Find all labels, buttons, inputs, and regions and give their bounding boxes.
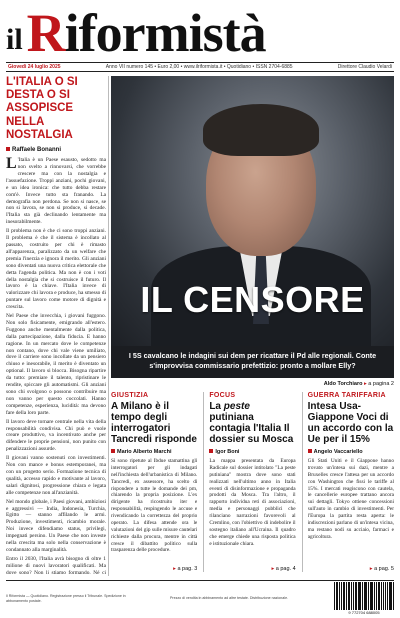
barcode-bars	[334, 582, 394, 610]
article-body: Sì sono ripetute al Ibdue stamattina gli interrogatori per gli indagati nell'inchiesta dell'urbanistica di Milano. Tancredi, ex assessore, ha scelto di rispondere a tutte le domande dei pm, chiarendo la propria posizione. L'ex dirigente ha ricostruito iter e responsabilità, respingendo le accuse e rivendicando la correttezza del proprio operato. La difesa attende ora le valutazioni del gip sulle misure cautelari richieste dalla procura, mentre in città cresce il dibattito politico sulla trasparenza delle procedure.	[111, 458, 198, 554]
barcode-bar	[362, 582, 363, 610]
barcode-bar	[383, 582, 385, 610]
barcode-bar	[387, 582, 388, 610]
barcode-bar	[374, 582, 375, 610]
left-paragraph: Il giovani vanno sostenuti con investimenti. Non con mance e bonus estemporanei, ma con un progetto serio. Formazione tecnica di qualità, accesso rapido e motivante al lavoro, salari dignitosi, progressione chiara e legata alle competenze non all'anzianità.	[6, 455, 106, 496]
article-guerra-tariffaria	[302, 392, 394, 572]
article-author: Angelo Vaccariello	[308, 449, 394, 455]
footer-smallprint: Il Riformista — Quotidiano. Registrazione presso il Tribunale. Spedizione in abbonamento postale.	[6, 593, 126, 603]
article-page-ref[interactable]: ▸ a pag. 5	[369, 566, 394, 572]
barcode-bar	[393, 582, 394, 610]
article-page-ref[interactable]: ▸ a pag. 4	[271, 566, 296, 572]
arrow-right-icon: ▸	[271, 566, 276, 572]
barcode-bar	[346, 582, 347, 610]
article-kicker: FOCUS	[209, 392, 236, 399]
issue-date: Giovedì 24 luglio 2025	[8, 64, 61, 70]
barcode-bar	[370, 582, 373, 610]
article-kicker: GIUSTIZIA	[111, 392, 149, 399]
issue-info: Anno VII numero 145 • Euro 2,00 • www.ilriformista.it • Quotidiano • ISSN 2704-6885	[105, 64, 293, 70]
dropcap: L	[6, 155, 17, 173]
barcode-bar	[389, 582, 392, 610]
barcode-number: 9 772704 688005	[348, 610, 380, 615]
barcode-bar	[341, 582, 342, 610]
footer-smallprint-right: Prezzo di vendita in abbinamento ad altre testate. Distribuzione nazionale.	[170, 596, 289, 601]
barcode-bar	[368, 582, 369, 610]
main-headline[interactable]: IL CENSORE	[140, 279, 365, 320]
article-body: La mappa presentata da Europa Radicale sul dossier intitolato "La peste putiniana" mostra dove sono stati realizzati nell'ultimo anno in Italia eventi di disinformazione e propaganda prodotti da Mosca. Tra l'altro, il rapporto individua reti di associazioni, media e personaggi pubblici che rilanciano narrazioni favorevoli al Cremlino, con l'obiettivo di indebolire il sostegno italiano all'Ucraina. Il quadro che emerge chiede una risposta politica e istituzionale chiara.	[209, 458, 296, 547]
arrow-right-icon: ▸	[364, 381, 367, 387]
barcode-bar	[351, 582, 352, 610]
left-byline: Raffaele Bonanni	[6, 147, 106, 153]
bullet-square-icon	[111, 449, 115, 453]
article-kicker: GUERRA TARIFFARIA	[307, 392, 386, 399]
article-body: Gli Stati Uniti e il Giappone hanno trovato un'intesa sui dazi, mentre a Bruxelles cresce l'attesa per un accordo con Washington che fissi le tariffe al 15%. I mercati reagiscono con cautela, le cancellerie europee trattano ancora sui dettagli. Tokyo ottiene concessioni sull'auto in cambio di investimenti. Per l'Europa la partita resta aperta: le indiscrezioni parlano di un'intesa vicina, ma restano nodi su acciaio, farmaci e agricoltura.	[307, 458, 394, 540]
left-paragraph: Il lavoro deve tornare centrale nella vita della responsabilità condivisa. Chi può e vuole creare produttivo, va incentivato anche per difendere le proprie pensioni, non punito con penalizzazioni assurde.	[6, 418, 106, 453]
left-paragraph: Nel Paese che invecchia, i giovani fuggono. Non solo fisicamente, emigrando all'estero. Fuggono anche mentalmente dalla politica, dalla partecipazione, dalla fiducia. E hanno ragione. In un mercato dove le competenze non contano, dove chi vale viene umiliato, dove il carriere sono incollate da un pensiero chiuso e inesorabile, il merito è diventato un optional. Il lavoro si blocca. Bisogna ripartire da tutto: premiare il talento, ripristinare le rendite, spiccare gli automatismi. Gli anziani sono chi svolgono o possono contribuire ma non vanno per questo coccolati. Hanno competenze, esperienza, lucidità: ma devono fare della loro parte.	[6, 313, 106, 416]
barcode-bar	[348, 582, 350, 610]
main-signature	[260, 381, 394, 387]
barcode-bar	[343, 582, 346, 610]
director: Direttore Claudio Velardi	[337, 64, 392, 70]
article-page-ref[interactable]: ▸ a pag. 3	[173, 566, 198, 572]
barcode-bar	[381, 582, 382, 610]
main-page-ref[interactable]: a pagina 2	[368, 381, 394, 387]
masthead-prefix: il	[6, 23, 23, 56]
barcode-bar	[378, 582, 380, 610]
barcode-bar	[355, 582, 357, 610]
left-paragraph: Nel mondo globale, i Paesi giovani, ambiziosi e aggressivi — India, Indonesia, Turchia, Egitto — stanno affilando le armi. Produzione, investimenti, ricambio morale. Noi invece difendiamo status, privilegi, impegnati persino. Un Paese che non investe nella crescita ma solo nella conservazione è condannato alla marginalità.	[6, 498, 106, 553]
left-paragraph: L 'Italia è un Paese esausto, sedotto ma non svelto a rinnovarsi, che vorrebbe crescere ma con la nostalgia e l'assuefazione. Troppi anziani, pochi giovani, e un idea ironica: che tutto debba restare com'è. Invece tutto sta franando. La demografia non perdona. Se non si nasce, se non si lavora, se non si produce, si decade. I'Italia sta già declinando lentamente ma inesorabilmente.	[6, 155, 106, 226]
barcode-bar	[339, 582, 340, 610]
arrow-right-icon: ▸	[173, 566, 178, 572]
left-paragraph: Entro il 2030, l'Italia avrà bisogno di oltre 1 milione di nuovi lavoratori qualificati. Ma dove sono? Non li stiamo formando. Né ci	[6, 555, 106, 576]
barcode-bar	[334, 582, 335, 610]
barcode-bar	[336, 582, 338, 610]
bullet-square-icon	[6, 147, 10, 151]
main-subhead: I 5S cavalcano le indagini sui dem per ricattare il Pd alle regionali. Conte s'improvvisa commissario prefettizio: pronto a mollare Elly?	[111, 346, 394, 378]
masthead-logo: Riformistà	[26, 3, 266, 63]
barcode-bar	[358, 582, 361, 610]
left-column	[6, 76, 106, 576]
column-divider	[108, 76, 109, 576]
article-author: Igor Boni	[209, 449, 295, 455]
barcode-bar	[365, 582, 367, 610]
footer	[6, 580, 394, 614]
barcode-bar	[364, 582, 365, 610]
barcode-bar	[385, 582, 386, 610]
article-giustizia	[111, 392, 197, 572]
bottom-articles	[111, 392, 394, 572]
bullet-square-icon	[209, 449, 213, 453]
arrow-right-icon: ▸	[369, 566, 375, 572]
masthead	[6, 3, 394, 63]
left-headline[interactable]: L'ITALIA O SI DESTA O SI ASSOPISCE NELLA NOSTALGIA	[6, 76, 78, 141]
main-author: Aldo Torchiaro	[323, 381, 363, 387]
article-title[interactable]: Intesa Usa-Giappone Voci di un accordo con la Ue per il 15%	[307, 401, 394, 445]
left-article-body	[6, 157, 106, 576]
article-author: Mario Alberto Marchi	[111, 449, 197, 455]
barcode	[334, 582, 394, 615]
article-focus	[203, 392, 295, 572]
article-title[interactable]: La peste putiniana contagia l'Italia Il dossier su Mosca	[209, 401, 294, 445]
bullet-square-icon	[308, 449, 312, 453]
article-title[interactable]: A Milano è il tempo degli interrogatori Tancredi risponde	[111, 401, 197, 445]
dateline	[6, 62, 394, 72]
barcode-bar	[353, 582, 354, 610]
barcode-bar	[376, 582, 377, 610]
photo-hair	[203, 104, 319, 156]
left-paragraph: Il problema non è che ci sono troppi anziani. Il problema è che il sistema è incollato al passato, costruito per chi è rimasto all'apparenza, paralizzato da un welfare che premia l'inerzia e ignora il merito. Gli anziani sono diventati una nuova critica elettorale che detta l'agenda politica. Ma non è con i voti della nostalgia che si costruisce il futuro. Il lavoro è la chiave. I'Italia invece di valorizzare chi lavora e produce, ha smesso di puntare sul lavoro come motore di dignità e crescita.	[6, 228, 106, 311]
